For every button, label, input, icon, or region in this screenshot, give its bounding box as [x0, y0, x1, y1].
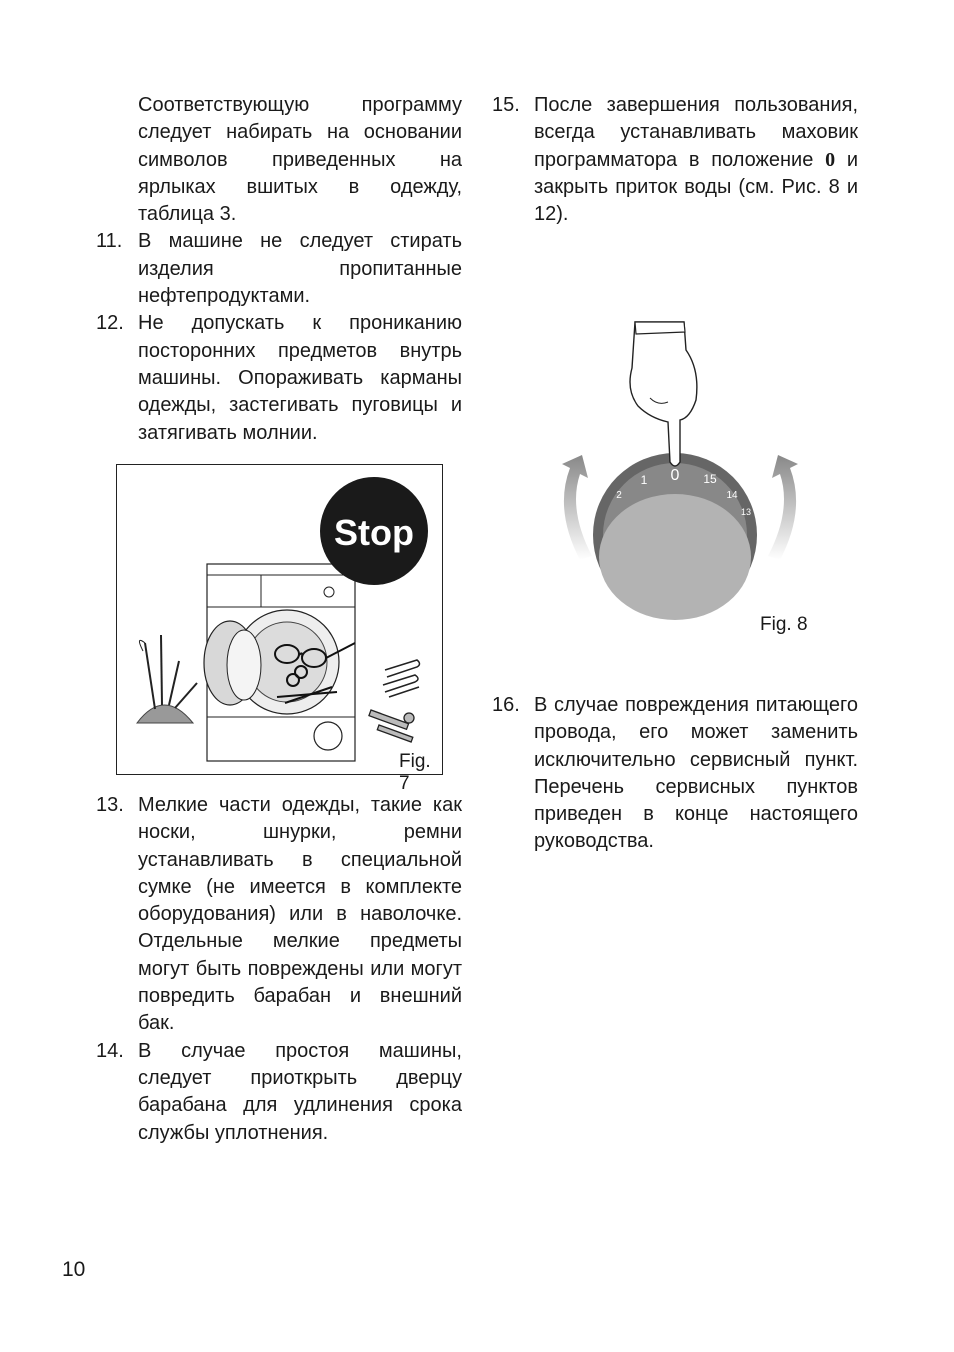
zero-position: 0 [825, 148, 836, 171]
right-column [492, 92, 858, 228]
list-item-11 [96, 228, 462, 310]
svg-text:1: 1 [640, 473, 648, 487]
pincushion-icon [137, 635, 197, 723]
programmer-knob [599, 494, 751, 620]
figure-7 [116, 464, 443, 794]
item-text-before: После завершения пользования, всегда устанавливать маховик программатора в положение [534, 94, 858, 171]
svg-text:0: 0 [670, 467, 680, 484]
rotate-left-arrow-icon [562, 455, 592, 560]
safety-pins-icon [383, 660, 420, 697]
list-item-15 [492, 92, 858, 228]
left-column [96, 92, 462, 447]
continuation-text: Соответствующую программу следует набирать на основании символов приведенных на ярлыках вшитых в одежду, таблица 3. [138, 94, 462, 226]
left-column-lower [96, 792, 462, 1147]
screws-icon [369, 710, 414, 742]
item-number: 14. [96, 1039, 124, 1062]
item-number: 11. [96, 230, 123, 253]
item-text: В случае простоя машины, следует приоткрыть дверцу барабана для удлинения срока службы уплотнения. [138, 1039, 462, 1144]
rotate-right-arrow-icon [768, 455, 798, 560]
svg-text:15: 15 [703, 472, 717, 486]
item-text: Не допускать к прониканию посторонних предметов внутрь машины. Опораживать карманы одежды, застегивать пуговицы и затягивать молнии. [138, 312, 462, 444]
item-text: В случае повреждения питающего провода, его может заменить исключительно сервисный пункт. Перечень сервисных пунктов приведен в конце настоящего руководства. [534, 694, 858, 853]
figure-8 [540, 310, 840, 650]
svg-text:2: 2 [616, 490, 622, 501]
list-item-13 [96, 792, 462, 1038]
page-number: 10 [62, 1258, 86, 1281]
svg-text:14: 14 [726, 490, 738, 501]
item-number: 15. [492, 94, 520, 116]
programmer-dial-illustration [540, 310, 840, 650]
svg-text:13: 13 [740, 507, 752, 517]
item-number: 16. [492, 694, 520, 716]
item-text-after: и закрыть приток воды (см. Рис. 8 и 12). [534, 148, 858, 226]
list-item-12 [96, 310, 462, 446]
stop-label: Stop [334, 512, 414, 553]
item-text: В машине не следует стирать изделия пропитанные нефтепродуктами. [138, 230, 462, 308]
item-number: 13. [96, 794, 124, 816]
figure-8-caption: Fig. 8 [760, 614, 808, 635]
list-item-16 [492, 692, 858, 856]
item-number: 12. [96, 312, 124, 335]
right-column-lower [492, 692, 858, 856]
figure-7-caption: Fig. 7 [399, 751, 431, 794]
stop-warning-illustration [117, 465, 444, 776]
item-text: Мелкие части одежды, такие как носки, шнурки, ремни устанавливать в специальной сумке (не имеется в комплекте оборудования) или в наволочке. Отдельные мелкие предметы могут быть повреждены или могут повредить барабан и внешний бак. [138, 794, 462, 1035]
pointing-hand-icon [630, 322, 697, 466]
list-item-14 [96, 1038, 462, 1147]
